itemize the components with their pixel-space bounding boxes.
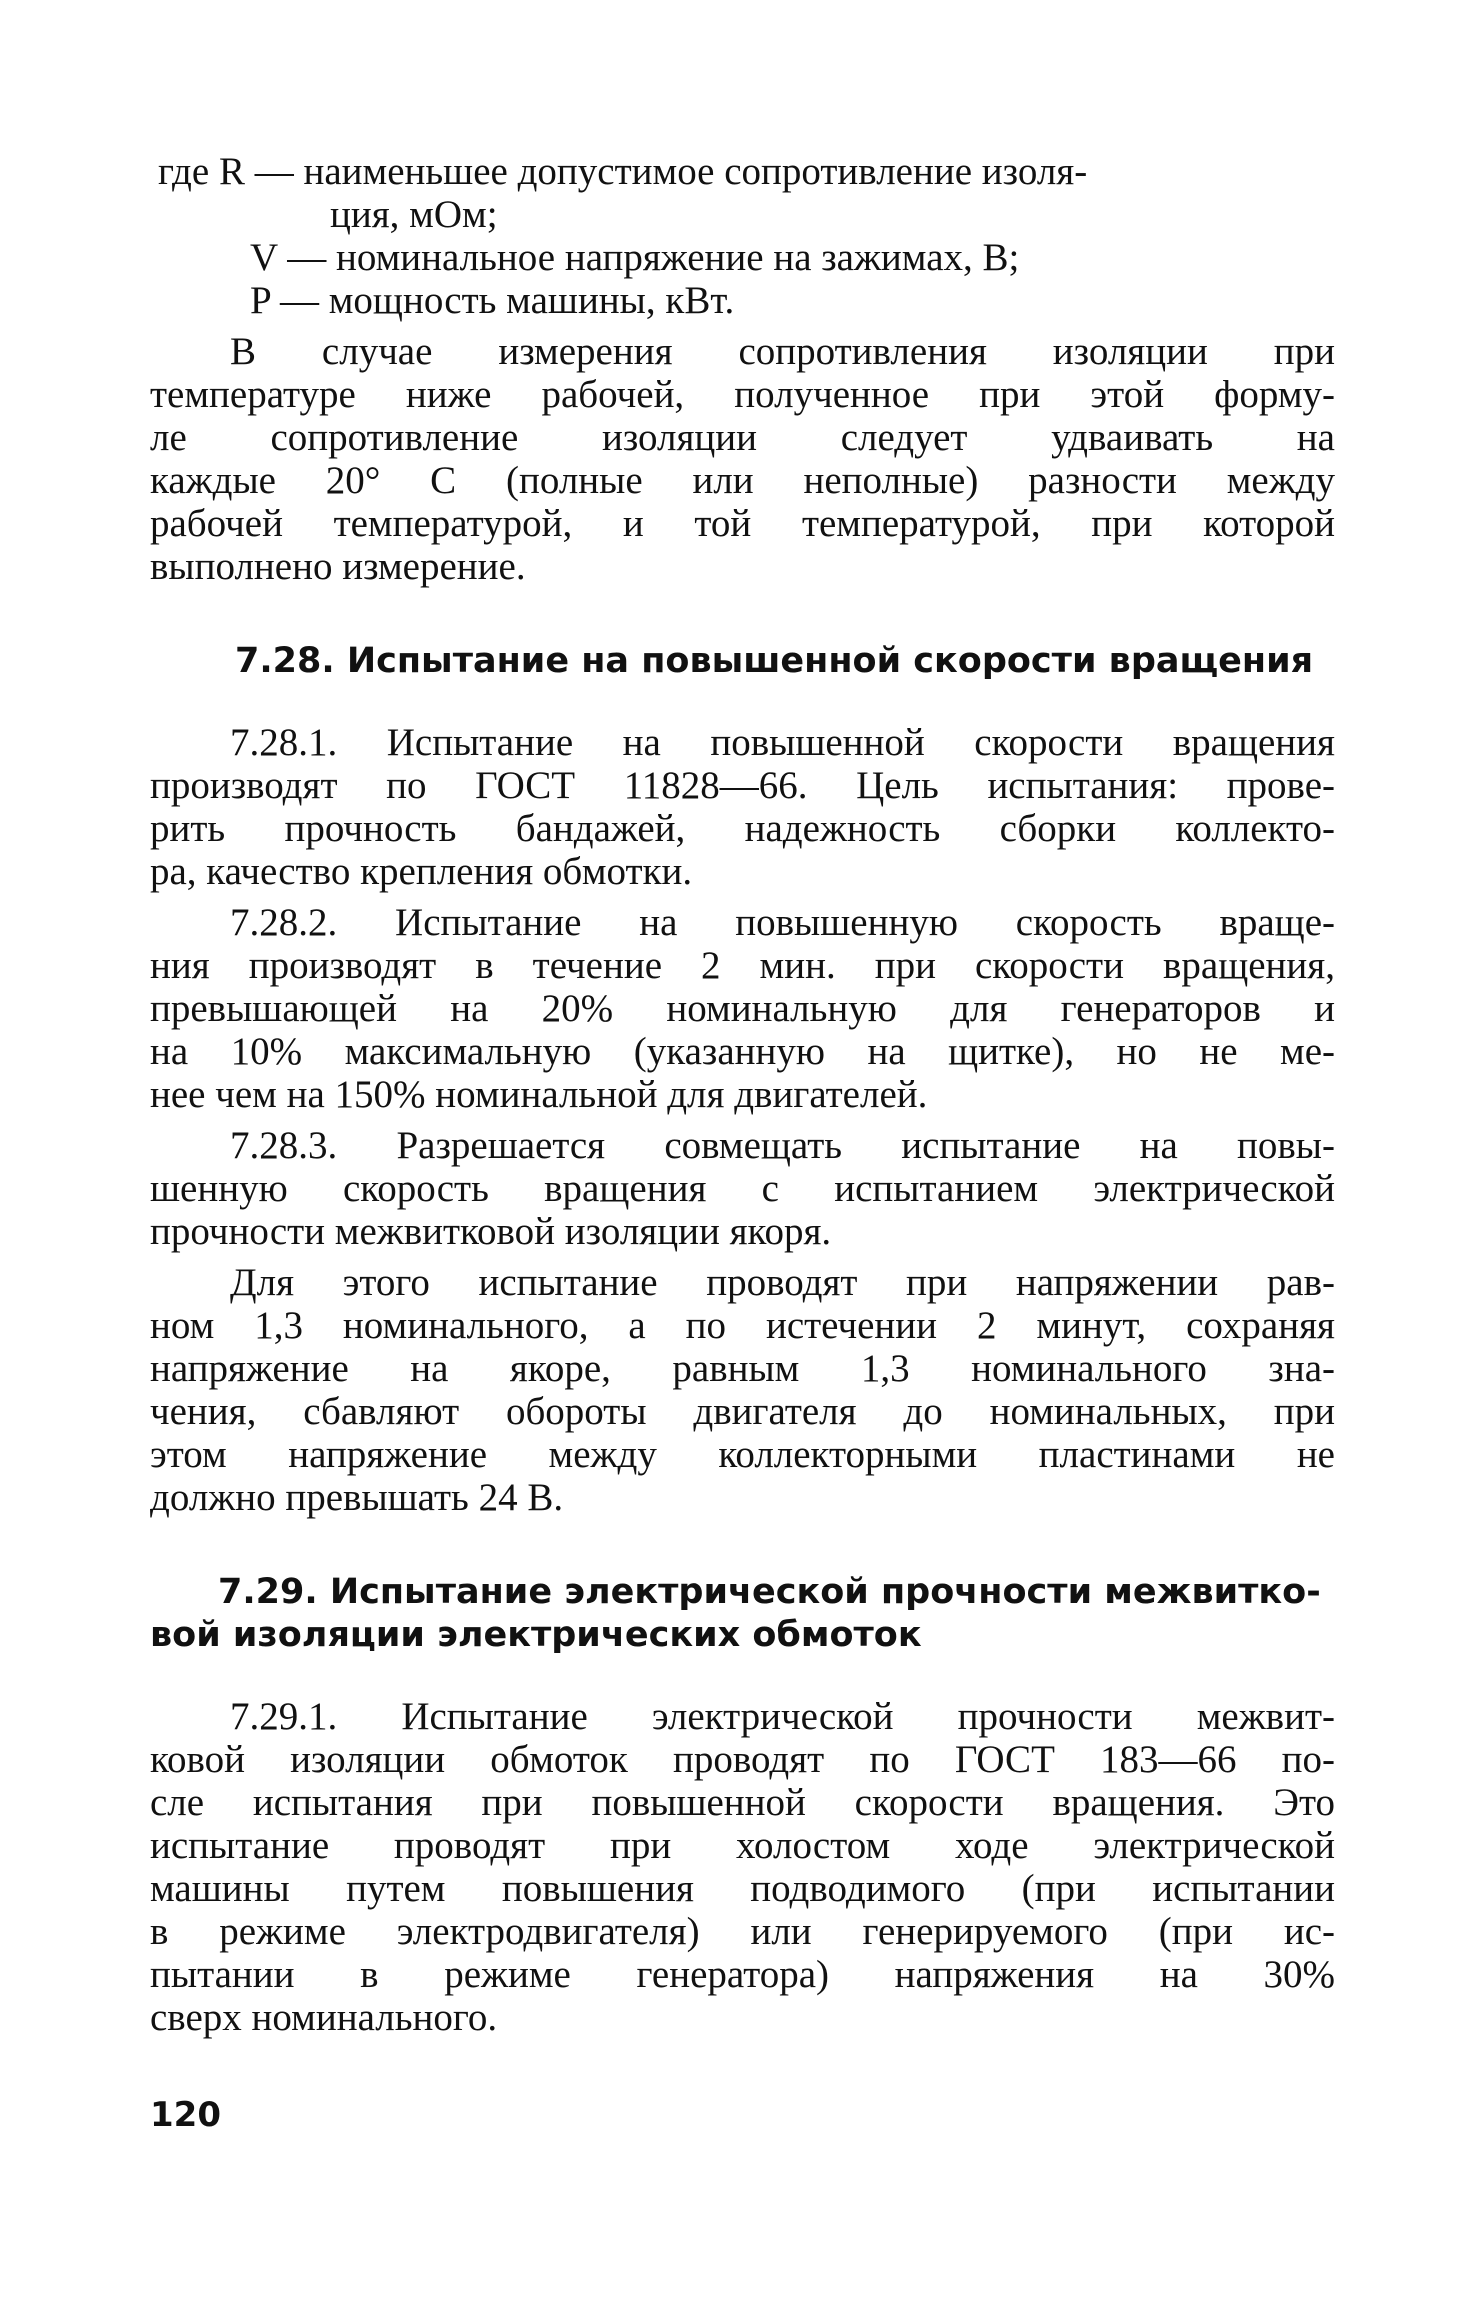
paragraph-7-29-1 (150, 1695, 1335, 2039)
text-line: рабочей температурой, и той температурой, при которой (150, 502, 1335, 545)
text-line: шенную скорость вращения с испытанием электрической (150, 1167, 1335, 1210)
intro-paragraph (150, 330, 1335, 588)
text-line: ном 1,3 номинального, а по истечении 2 минут, сохраняя (150, 1304, 1335, 1347)
text-line: выполнено измерение. (150, 545, 526, 588)
section-heading-7-29 (150, 1571, 1335, 1657)
paragraph-7-28-1 (150, 721, 1335, 893)
text-line: машины путем повышения подводимого (при испытании (150, 1867, 1335, 1910)
page-body (150, 150, 1335, 2039)
text-line: ния производят в течение 2 мин. при скорости вращения, (150, 944, 1335, 987)
text-line: прочности межвитковой изоляции якоря. (150, 1210, 832, 1253)
text-line: рить прочность бандажей, надежность сборки коллекто- (150, 807, 1335, 850)
text-line: каждые 20° С (полные или неполные) разности между (150, 459, 1335, 502)
heading-line-1: 7.29. Испытание электрической прочности межвитко- (218, 1572, 1321, 1612)
text-line: Для этого испытание проводят при напряжении рав- (230, 1261, 1335, 1304)
formula-definitions (150, 150, 1335, 322)
text-line: пытании в режиме генератора) напряжения на 30% (150, 1953, 1335, 1996)
text-line: 7.29.1. Испытание электрической прочности межвит- (230, 1695, 1335, 1738)
text-line: 7.28.3. Разрешается совмещать испытание на повы- (230, 1124, 1335, 1167)
definition-r-line-2: ция, мОм; (330, 193, 498, 236)
page-number: 120 (150, 2095, 221, 2135)
text-line: в режиме электродвигателя) или генерируемого (при ис- (150, 1910, 1335, 1953)
section-heading-7-28: 7.28. Испытание на повышенной скорости вращения (235, 641, 1314, 681)
definition-r-line-1: где R — наименьшее допустимое сопротивление изоля- (158, 150, 1088, 193)
text-line: ковой изоляции обмоток проводят по ГОСТ 183—66 по- (150, 1738, 1335, 1781)
paragraph-7-28-2 (150, 901, 1335, 1116)
text-line: ра, качество крепления обмотки. (150, 850, 693, 893)
text-line: В случае измерения сопротивления изоляции при (230, 330, 1335, 373)
definition-v: V — номинальное напряжение на зажимах, В; (250, 236, 1020, 279)
text-line: производят по ГОСТ 11828—66. Цель испытания: прове- (150, 764, 1335, 807)
text-line: превышающей на 20% номинальную для генераторов и (150, 987, 1335, 1030)
paragraph-7-28-3 (150, 1124, 1335, 1253)
text-line: этом напряжение между коллекторными пластинами не (150, 1433, 1335, 1476)
text-line: нее чем на 150% номинальной для двигателей. (150, 1073, 928, 1116)
text-line: ле сопротивление изоляции следует удваивать на (150, 416, 1335, 459)
text-line: чения, сбавляют обороты двигателя до номинальных, при (150, 1390, 1335, 1433)
text-line: температуре ниже рабочей, полученное при этой форму- (150, 373, 1335, 416)
text-line: сверх номинального. (150, 1996, 498, 2039)
text-line: сле испытания при повышенной скорости вращения. Это (150, 1781, 1335, 1824)
definition-p: P — мощность машины, кВт. (250, 279, 735, 322)
text-line: на 10% максимальную (указанную на щитке), но не ме- (150, 1030, 1335, 1073)
text-line: 7.28.2. Испытание на повышенную скорость враще- (230, 901, 1335, 944)
text-line: испытание проводят при холостом ходе электрической (150, 1824, 1335, 1867)
paragraph-7-28-3-continued (150, 1261, 1335, 1519)
text-line: напряжение на якоре, равным 1,3 номинального зна- (150, 1347, 1335, 1390)
text-line: должно превышать 24 В. (150, 1476, 564, 1519)
text-line: 7.28.1. Испытание на повышенной скорости вращения (230, 721, 1335, 764)
heading-line-2: вой изоляции электрических обмоток (150, 1615, 922, 1655)
